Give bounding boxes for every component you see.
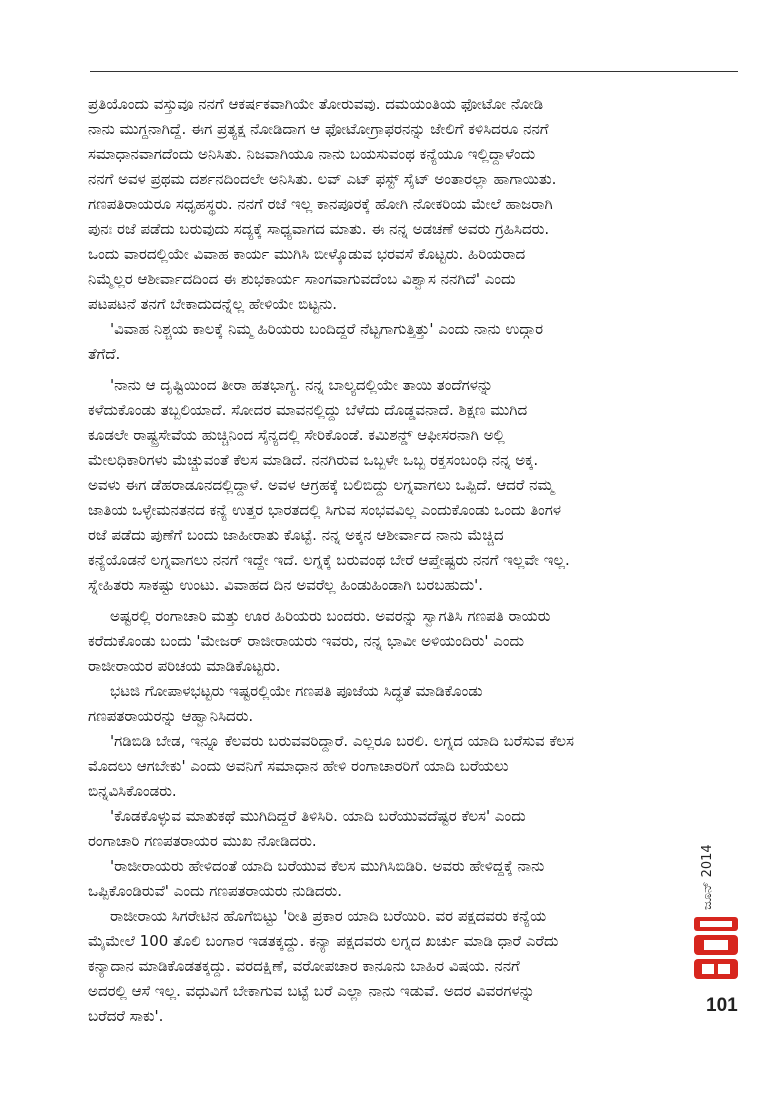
text-line: ನಿಮ್ಮೆಲ್ಲರ ಆಶೀರ್ವಾದದಿಂದ ಈ ಶುಭಕಾರ್ಯ ಸಾಂಗವಾಗುವದೆಂಬ ವಿಶ್ವಾಸ ನನಗಿದೆ' ಎಂದು bbox=[88, 270, 516, 288]
text-line: ನನಗೆ ಅವಳ ಪ್ರಥಮ ದರ್ಶನದಿಂದಲೇ ಅನಿಸಿತು. ಲವ್ ಎಟ್ ಫಸ್ಟ್ ಸೈಟ್ ಅಂತಾರಲ್ಲಾ ಹಾಗಾಯಿತು. bbox=[88, 170, 557, 188]
text-line: ಕರೆದುಕೊಂಡು ಬಂದು 'ಮೇಜರ್ ರಾಜೀರಾಯರು ಇವರು, ನನ್ನ ಭಾವೀ ಅಳಿಯಂದಿರು' ಎಂದು bbox=[88, 632, 524, 650]
text-line: ಮೊದಲು ಆಗಬೇಕು' ಎಂದು ಅವನಿಗೆ ಸಮಾಧಾನ ಹೇಳಿ ರಂಗಾಚಾರರಿಗೆ ಯಾದಿ ಬರೆಯಲು bbox=[88, 757, 509, 775]
text-line: ನಾನು ಮುಗ್ದನಾಗಿದ್ದೆ. ಈಗ ಪ್ರತ್ಯಕ್ಷ ನೋಡಿದಾಗ ಆ ಫೋಟೋಗ್ರಾಫರನನ್ನು ಜೇಲಿಗೆ ಕಳಿಸಿದರೂ ನನಗೆ bbox=[88, 120, 549, 138]
text-line: ಕೂಡಲೇ ರಾಷ್ಟ್ರಸೇವೆಯ ಹುಚ್ಚಿನಿಂದ ಸೈನ್ಯದಲ್ಲಿ ಸೇರಿಕೊಂಡೆ. ಕಮಿಶನ್ಡ್ ಆಫೀಸರನಾಗಿ ಅಲ್ಲಿ bbox=[88, 426, 505, 444]
text-line: ಪ್ರತಿಯೊಂದು ವಸ್ತುವೂ ನನಗೆ ಆಕರ್ಷಕವಾಗಿಯೇ ತೋರುವವು. ದಮಯಂತಿಯ ಫೋಟೋ ನೋಡಿ bbox=[88, 95, 544, 113]
text-line: ಪುನಃ ರಜೆ ಪಡೆದು ಬರುವುದು ಸದ್ಯಕ್ಕೆ ಸಾಧ್ಯವಾಗದ ಮಾತು. ಈ ನನ್ನ ಅಡಚಣೆ ಅವರು ಗ್ರಹಿಸಿದರು. bbox=[88, 220, 550, 238]
text-line: ಮೈಮೇಲೆ 100 ತೊಲಿ ಬಂಗಾರ ಇಡತಕ್ಕದ್ದು. ಕನ್ಯಾ ಪಕ್ಷದವರು ಲಗ್ನದ ಖರ್ಚು ಮಾಡಿ ಧಾರೆ ಎರೆದು bbox=[88, 932, 559, 950]
text-line: 'ಗಡಿಬಿಡಿ ಬೇಡ, ಇನ್ನೂ ಕೆಲವರು ಬರುವವರಿದ್ದಾರೆ. ಎಲ್ಲರೂ ಬರಲಿ. ಲಗ್ನದ ಯಾದಿ ಬರೆಸುವ ಕೆಲಸ bbox=[110, 732, 574, 750]
text-line: ತೆಗೆದೆ. bbox=[88, 345, 121, 363]
text-line: ಒಪ್ಪಿಕೊಂಡಿರುವೆ' ಎಂದು ಗಣಪತರಾಯರು ನುಡಿದರು. bbox=[88, 882, 343, 900]
text-line: ರಾಜೀರಾಯರ ಪರಿಚಯ ಮಾಡಿಕೊಟ್ಟರು. bbox=[88, 657, 281, 675]
text-line: ಗಣಪತಿರಾಯರೂ ಸಧೃಹಸ್ಥರು. ನನಗೆ ರಜೆ ಇಲ್ಲ ಕಾನಪೂರಕ್ಕೆ ಹೋಗಿ ನೋಕರಿಯ ಮೇಲೆ ಹಾಜರಾಗಿ bbox=[88, 195, 553, 213]
text-line: ರಜೆ ಪಡೆದು ಪುಣೆಗೆ ಬಂದು ಜಾಹೀರಾತು ಕೊಟ್ಟೆ. ನನ್ನ ಅಕ್ಕನ ಆಶೀರ್ವಾದ ನಾನು ಮೆಚ್ಚಿದ bbox=[88, 526, 504, 544]
text-line: ಜಾತಿಯ ಒಳ್ಳೇಮನತನದ ಕನ್ಯೆ ಉತ್ತರ ಭಾರತದಲ್ಲಿ ಸಿಗುವ ಸಂಭವವಿಲ್ಲ ಎಂದುಕೊಂಡು ಒಂದು ತಿಂಗಳ bbox=[88, 501, 562, 519]
text-line: 'ಕೊಡಕೊಳ್ಳುವ ಮಾತುಕಥೆ ಮುಗಿದಿದ್ದರೆ ತಿಳಿಸಿರಿ. ಯಾದಿ ಬರೆಯುವದೆಷ್ಟರ ಕೆಲಸ' ಎಂದು bbox=[110, 807, 526, 825]
text-line: ಬಿನ್ನವಿಸಿಕೊಂಡರು. bbox=[88, 782, 177, 800]
text-line: ಕನ್ಯಾದಾನ ಮಾಡಿಕೊಡತಕ್ಕದ್ದು. ವರದಕ್ಷಿಣೆ, ವರೋಪಚಾರ ಕಾನೂನು ಬಾಹಿರ ವಿಷಯ. ನನಗೆ bbox=[88, 957, 520, 975]
text-line: ಗಣಪತರಾಯರನ್ನು ಆಹ್ವಾನಿಸಿದರು. bbox=[88, 707, 254, 725]
text-line: ಕಳೆದುಕೊಂಡು ತಬ್ಬಲಿಯಾದೆ. ಸೋದರ ಮಾವನಲ್ಲಿದ್ದು ಬೆಳೆದು ದೊಡ್ಡವನಾದೆ. ಶಿಕ್ಷಣ ಮುಗಿದ bbox=[88, 401, 528, 419]
text-line: ಅವಳು ಈಗ ಡೆಹರಾಡೂನದಲ್ಲಿದ್ದಾಳೆ. ಅವಳ ಆಗ್ರಹಕ್ಕೆ ಬಲಿಬಿದ್ದು ಲಗ್ನವಾಗಲು ಒಪ್ಪಿದೆ. ಆದರೆ ನಮ್ಮ bbox=[88, 476, 554, 494]
text-line: ರಂಗಾಚಾರಿ ಗಣಪತರಾಯರ ಮುಖ ನೋಡಿದರು. bbox=[88, 832, 317, 850]
text-line: 'ನಾನು ಆ ದೃಷ್ಟಿಯಿಂದ ತೀರಾ ಹತಭಾಗ್ಯ. ನನ್ನ ಬಾಲ್ಯದಲ್ಲಿಯೇ ತಾಯಿ ತಂದೆಗಳನ್ನು bbox=[110, 376, 494, 394]
text-line: ಭಟಜಿ ಗೋಪಾಳಭಟ್ಟರು ಇಷ್ಟರಲ್ಲಿಯೇ ಗಣಪತಿ ಪೂಜೆಯ ಸಿದ್ಧತೆ ಮಾಡಿಕೊಂಡು bbox=[110, 682, 483, 700]
text-line: ರಾಜೀರಾಯ ಸಿಗರೇಟಿನ ಹೊಗೆಬಿಟ್ಟು 'ರೀತಿ ಪ್ರಕಾರ ಯಾದಿ ಬರೆಯಿರಿ. ವರ ಪಕ್ಷದವರು ಕನ್ಯೆಯ bbox=[110, 907, 547, 925]
text-line: ಸ್ನೇಹಿತರು ಸಾಕಷ್ಟು ಉಂಟು. ವಿವಾಹದ ದಿನ ಅವರೆಲ್ಲ ಹಿಂಡುಹಿಂಡಾಗಿ ಬರಬಹುದು'. bbox=[88, 576, 484, 594]
text-line: ಕನ್ಯೆಯೊಡನೆ ಲಗ್ನವಾಗಲು ನನಗೆ ಇದ್ದೇ ಇದೆ. ಲಗ್ನಕ್ಕೆ ಬರುವಂಥ ಬೇರೆ ಆಪ್ತೇಷ್ಟರು ನನಗೆ ಇಲ್ಲವೇ ಇಲ್ಲ. bbox=[88, 551, 570, 569]
page-number: 101 bbox=[706, 995, 738, 1016]
text-line: ಅದರಲ್ಲಿ ಆಸೆ ಇಲ್ಲ. ವಧುವಿಗೆ ಬೇಕಾಗುವ ಬಟ್ಟೆ ಬರೆ ಎಲ್ಲಾ ನಾನು ಇಡುವೆ. ಅದರ ವಿವರಗಳನ್ನು bbox=[88, 982, 535, 1000]
text-line: 'ವಿವಾಹ ನಿಶ್ಚಯ ಕಾಲಕ್ಕೆ ನಿಮ್ಮ ಹಿರಿಯರು ಬಂದಿದ್ದರೆ ನೆಟ್ಟಗಾಗುತ್ತಿತ್ತು' ಎಂದು ನಾನು ಉದ್ಗಾರ bbox=[110, 320, 544, 338]
magazine-logo bbox=[690, 915, 742, 981]
issue-date: ಜೂನ್ 2014 bbox=[700, 844, 715, 910]
text-line: ಮೇಲಧಿಕಾರಿಗಳು ಮೆಚ್ಚುವಂತೆ ಕೆಲಸ ಮಾಡಿದೆ. ನನಗಿರುವ ಒಬ್ಬಳೇ ಒಬ್ಬ ರಕ್ತಸಂಬಂಧಿ ನನ್ನ ಅಕ್ಕ. bbox=[88, 451, 539, 469]
text-line: ಸಮಾಧಾನವಾಗದೆಂದು ಅನಿಸಿತು. ನಿಜವಾಗಿಯೂ ನಾನು ಬಯಸುವಂಥ ಕನ್ಯೆಯೂ ಇಲ್ಲಿದ್ದಾಳೆಂದು bbox=[88, 145, 536, 163]
text-line: ಒಂದು ವಾರದಲ್ಲಿಯೇ ವಿವಾಹ ಕಾರ್ಯ ಮುಗಿಸಿ ಬೀಳ್ಕೊಡುವ ಭರವಸೆ ಕೊಟ್ಟರು. ಹಿರಿಯರಾದ bbox=[88, 245, 526, 263]
issue-date-label-wrap bbox=[700, 770, 722, 910]
text-line: ಪಟಪಟನೆ ತನಗೆ ಬೇಕಾದುದನ್ನೆಲ್ಲ ಹೇಳಿಯೇ ಬಿಟ್ಟನು. bbox=[88, 295, 337, 313]
text-line: ಅಷ್ಟರಲ್ಲಿ ರಂಗಾಚಾರಿ ಮತ್ತು ಊರ ಹಿರಿಯರು ಬಂದರು. ಅವರನ್ನು ಸ್ವಾಗತಿಸಿ ಗಣಪತಿ ರಾಯರು bbox=[110, 607, 551, 625]
text-line: 'ರಾಜೀರಾಯರು ಹೇಳಿದಂತೆ ಯಾದಿ ಬರೆಯುವ ಕೆಲಸ ಮುಗಿಸಿಬಿಡಿರಿ. ಅವರು ಹೇಳಿದ್ದಕ್ಕೆ ನಾನು bbox=[110, 857, 545, 875]
top-rule bbox=[90, 71, 738, 72]
article-body bbox=[88, 92, 670, 1029]
text-line: ಬರೆದರೆ ಸಾಕು'. bbox=[88, 1007, 164, 1025]
